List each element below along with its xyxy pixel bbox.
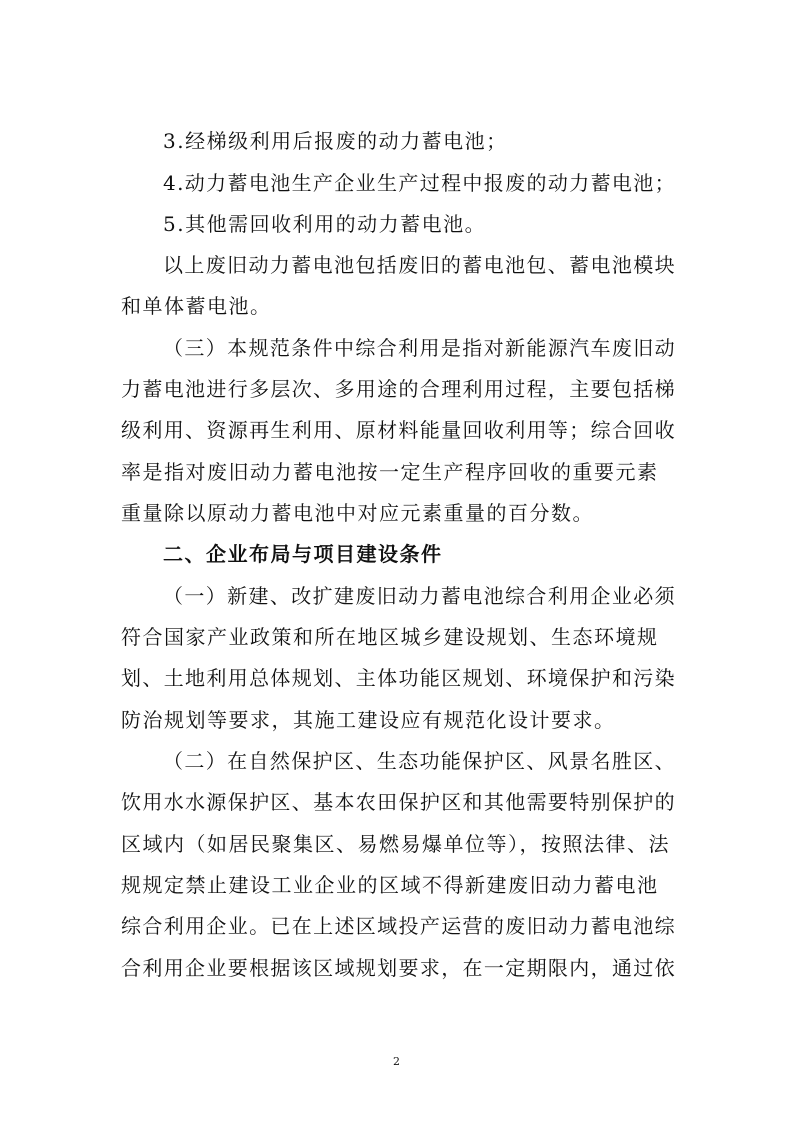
section-heading: 二、企业布局与项目建设条件 (163, 542, 443, 566)
page-number: 2 (393, 1055, 400, 1068)
paragraph-line: 率是指对废旧动力蓄电池按一定生产程序回收的重要元素 (121, 460, 659, 484)
paragraph-line: （二）在自然保护区、生态功能保护区、风景名胜区、 (163, 749, 676, 773)
paragraph-line: 饮用水水源保护区、基本农田保护区和其他需要特别保护的 (121, 790, 676, 814)
paragraph-line: 划、土地利用总体规划、主体功能区规划、环境保护和污染 (121, 666, 676, 690)
paragraph-line: （三）本规范条件中综合利用是指对新能源汽车废旧动 (163, 336, 676, 360)
paragraph-line: 综合利用企业。已在上述区域投产运营的废旧动力蓄电池综 (121, 914, 676, 938)
paragraph-line: 和单体蓄电池。 (121, 294, 272, 318)
paragraph-line: 防治规划等要求，其施工建设应有规范化设计要求。 (121, 708, 616, 732)
paragraph-line: 区域内（如居民聚集区、易燃易爆单位等），按照法律、法 (121, 832, 670, 856)
list-item-4: 4.动力蓄电池生产企业生产过程中报废的动力蓄电池； (163, 171, 676, 195)
paragraph-line: 规规定禁止建设工业企业的区域不得新建废旧动力蓄电池 (121, 873, 659, 897)
paragraph-line: 以上废旧动力蓄电池包括废旧的蓄电池包、蓄电池模块 (163, 253, 676, 277)
paragraph-line: 重量除以原动力蓄电池中对应元素重量的百分数。 (121, 501, 594, 525)
paragraph-line: 级利用、资源再生利用、原材料能量回收利用等；综合回收 (121, 418, 676, 442)
paragraph-line: 力蓄电池进行多层次、多用途的合理利用过程，主要包括梯 (121, 377, 676, 401)
list-item-3: 3.经梯级利用后报废的动力蓄电池； (163, 129, 508, 153)
paragraph-line: 符合国家产业政策和所在地区城乡建设规划、生态环境规 (121, 625, 659, 649)
paragraph-line: 合利用企业要根据该区域规划要求，在一定期限内，通过依 (121, 956, 676, 980)
list-item-5: 5.其他需回收利用的动力蓄电池。 (163, 212, 487, 236)
paragraph-line: （一）新建、改扩建废旧动力蓄电池综合利用企业必须 (163, 584, 676, 608)
